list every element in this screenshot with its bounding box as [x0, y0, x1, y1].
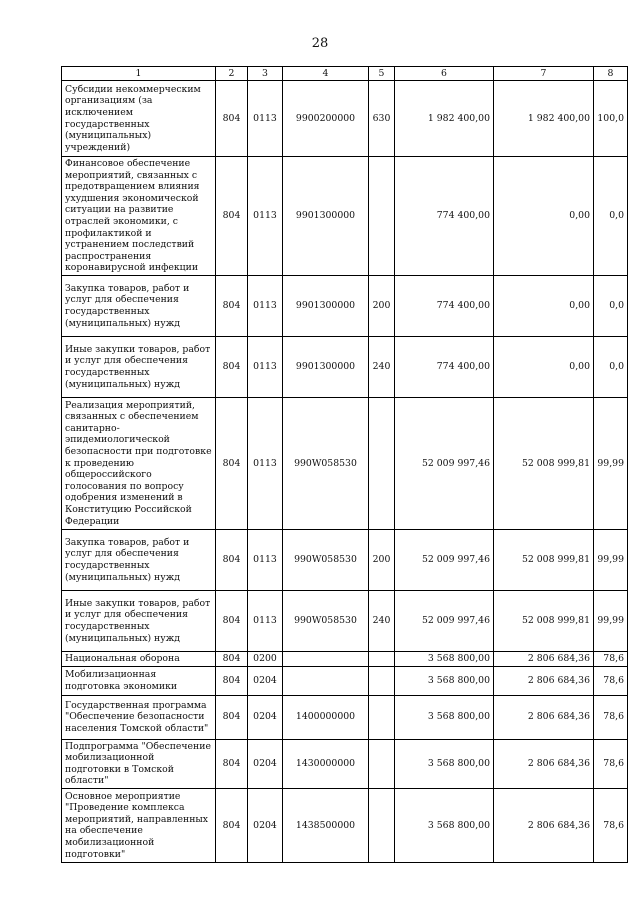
page-number: 28 — [311, 36, 329, 51]
table-row — [62, 81, 628, 157]
ved-code: 804 — [216, 788, 248, 862]
ved-code: 804 — [216, 275, 248, 336]
target-article-code: 1438500000 — [283, 788, 369, 862]
execution-percent: 0,0 — [594, 157, 628, 276]
expense-type-code — [369, 651, 395, 666]
table-row — [62, 666, 628, 695]
expense-type-code — [369, 695, 395, 739]
actual-amount: 2 806 684,36 — [494, 739, 594, 788]
row-name: Закупка товаров, работ и услуг для обеспечения государственных (муниципальных) нужд — [62, 529, 216, 590]
column-header: 3 — [248, 67, 283, 81]
table-row — [62, 529, 628, 590]
planned-amount: 3 568 800,00 — [395, 651, 494, 666]
expense-type-code: 240 — [369, 590, 395, 651]
actual-amount: 52 008 999,81 — [494, 529, 594, 590]
actual-amount: 1 982 400,00 — [494, 81, 594, 157]
actual-amount: 0,00 — [494, 275, 594, 336]
expense-type-code — [369, 157, 395, 276]
ved-code: 804 — [216, 336, 248, 397]
column-header: 4 — [283, 67, 369, 81]
target-article-code: 1430000000 — [283, 739, 369, 788]
planned-amount: 52 009 997,46 — [395, 590, 494, 651]
ved-code: 804 — [216, 739, 248, 788]
execution-percent: 78,6 — [594, 666, 628, 695]
section-code: 0113 — [248, 81, 283, 157]
planned-amount: 3 568 800,00 — [395, 739, 494, 788]
actual-amount: 0,00 — [494, 336, 594, 397]
execution-percent: 78,6 — [594, 739, 628, 788]
expense-type-code: 240 — [369, 336, 395, 397]
section-code: 0204 — [248, 695, 283, 739]
table-row — [62, 739, 628, 788]
ved-code: 804 — [216, 666, 248, 695]
section-code: 0113 — [248, 275, 283, 336]
row-name: Финансовое обеспечение мероприятий, связанных с предотвращением влияния ухудшения экономической ситуации на развитие отраслей экономики, с профилактикой и устранением последствий распространения коронавирусной инфекции — [62, 157, 216, 276]
section-code: 0204 — [248, 666, 283, 695]
table-row — [62, 275, 628, 336]
execution-percent: 78,6 — [594, 695, 628, 739]
planned-amount: 3 568 800,00 — [395, 695, 494, 739]
execution-percent: 99,99 — [594, 529, 628, 590]
execution-percent: 0,0 — [594, 336, 628, 397]
header-row — [62, 67, 628, 81]
execution-percent: 78,6 — [594, 788, 628, 862]
row-name: Закупка товаров, работ и услуг для обеспечения государственных (муниципальных) нужд — [62, 275, 216, 336]
target-article-code: 9900200000 — [283, 81, 369, 157]
budget-table — [61, 66, 628, 863]
ved-code: 804 — [216, 651, 248, 666]
table-row — [62, 336, 628, 397]
actual-amount: 2 806 684,36 — [494, 666, 594, 695]
table-row — [62, 397, 628, 529]
column-header: 2 — [216, 67, 248, 81]
execution-percent: 100,0 — [594, 81, 628, 157]
row-name: Субсидии некоммерческим организациям (за исключением государственных (муниципальных) учреждений) — [62, 81, 216, 157]
column-header: 5 — [369, 67, 395, 81]
actual-amount: 2 806 684,36 — [494, 651, 594, 666]
column-header: 6 — [395, 67, 494, 81]
execution-percent: 78,6 — [594, 651, 628, 666]
ved-code: 804 — [216, 157, 248, 276]
ved-code: 804 — [216, 590, 248, 651]
section-code: 0204 — [248, 788, 283, 862]
expense-type-code — [369, 788, 395, 862]
target-article-code: 990W058530 — [283, 529, 369, 590]
target-article-code: 9901300000 — [283, 157, 369, 276]
planned-amount: 774 400,00 — [395, 336, 494, 397]
target-article-code: 9901300000 — [283, 275, 369, 336]
table-row — [62, 651, 628, 666]
planned-amount: 774 400,00 — [395, 157, 494, 276]
planned-amount: 3 568 800,00 — [395, 666, 494, 695]
section-code: 0113 — [248, 397, 283, 529]
actual-amount: 52 008 999,81 — [494, 397, 594, 529]
target-article-code: 990W058530 — [283, 590, 369, 651]
planned-amount: 52 009 997,46 — [395, 397, 494, 529]
actual-amount: 0,00 — [494, 157, 594, 276]
row-name: Реализация мероприятий, связанных с обеспечением санитарно-эпидемиологической безопасности при подготовке к проведению общероссийского голосования по вопросу одобрения изменений в Конституцию Российской Федерации — [62, 397, 216, 529]
actual-amount: 2 806 684,36 — [494, 695, 594, 739]
row-name: Мобилизационная подготовка экономики — [62, 666, 216, 695]
ved-code: 804 — [216, 81, 248, 157]
planned-amount: 1 982 400,00 — [395, 81, 494, 157]
expense-type-code — [369, 397, 395, 529]
column-header: 8 — [594, 67, 628, 81]
column-header: 1 — [62, 67, 216, 81]
expense-type-code: 200 — [369, 529, 395, 590]
expense-type-code: 200 — [369, 275, 395, 336]
table-row — [62, 695, 628, 739]
target-article-code — [283, 651, 369, 666]
section-code: 0200 — [248, 651, 283, 666]
column-header: 7 — [494, 67, 594, 81]
expense-type-code: 630 — [369, 81, 395, 157]
row-name: Подпрограмма "Обеспечение мобилизационной подготовки в Томской области" — [62, 739, 216, 788]
planned-amount: 3 568 800,00 — [395, 788, 494, 862]
section-code: 0113 — [248, 529, 283, 590]
table-row — [62, 590, 628, 651]
expense-type-code — [369, 666, 395, 695]
row-name: Иные закупки товаров, работ и услуг для обеспечения государственных (муниципальных) нужд — [62, 336, 216, 397]
target-article-code: 1400000000 — [283, 695, 369, 739]
ved-code: 804 — [216, 529, 248, 590]
ved-code: 804 — [216, 397, 248, 529]
row-name: Иные закупки товаров, работ и услуг для обеспечения государственных (муниципальных) нужд — [62, 590, 216, 651]
table-row — [62, 157, 628, 276]
execution-percent: 99,99 — [594, 590, 628, 651]
execution-percent: 0,0 — [594, 275, 628, 336]
target-article-code: 9901300000 — [283, 336, 369, 397]
section-code: 0113 — [248, 590, 283, 651]
section-code: 0204 — [248, 739, 283, 788]
planned-amount: 52 009 997,46 — [395, 529, 494, 590]
ved-code: 804 — [216, 695, 248, 739]
planned-amount: 774 400,00 — [395, 275, 494, 336]
actual-amount: 52 008 999,81 — [494, 590, 594, 651]
row-name: Государственная программа "Обеспечение безопасности населения Томской области" — [62, 695, 216, 739]
table-row — [62, 788, 628, 862]
execution-percent: 99,99 — [594, 397, 628, 529]
section-code: 0113 — [248, 336, 283, 397]
actual-amount: 2 806 684,36 — [494, 788, 594, 862]
section-code: 0113 — [248, 157, 283, 276]
target-article-code — [283, 666, 369, 695]
row-name: Национальная оборона — [62, 651, 216, 666]
row-name: Основное мероприятие "Проведение комплекса мероприятий, направленных на обеспечение мобилизационной подготовки" — [62, 788, 216, 862]
target-article-code: 990W058530 — [283, 397, 369, 529]
expense-type-code — [369, 739, 395, 788]
